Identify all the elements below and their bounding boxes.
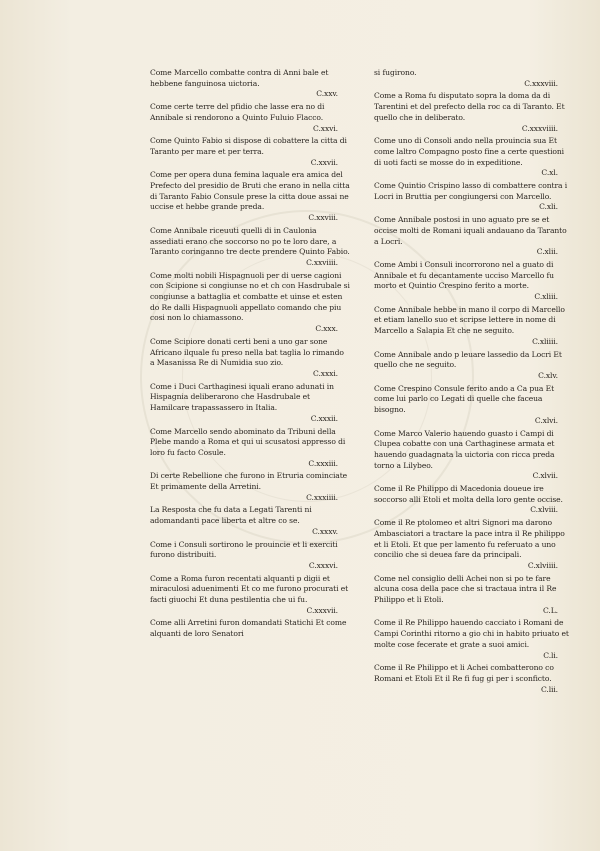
chapter-title: Come Annibale ando p leuare lassedio da Locri Et quello che ne seguito. [374,349,562,370]
chapter-number: C.xxxviii. [524,78,558,88]
chapter-number: C.xxxii. [310,413,338,423]
chapter-title: Come Quinto Fabio si dispose di cobattere la citta di Taranto per mare et per terra. [150,136,347,156]
chapter-number: C.xli. [539,202,558,212]
chapter-entry [374,91,570,134]
chapter-entry [374,350,570,382]
chapter-number: C.xxxviiii. [521,123,558,133]
chapter-number: C.xlv. [538,370,558,380]
chapter-title: Come per opera duna femina laquale era amica del Prefecto del presidio de Bruti che erano in nella citta di Taranto Fabio Consule prese la citta doue assai ne uccise et hebbe grande preda. [150,170,350,212]
chapter-title: Come Annibale postosi in uno aguato pre se et occise molti de Romani iquali andauano da Taranto a Locri. [374,215,567,246]
chapter-title: Come Annibale hebbe in mano il corpo di Marcello et etiam lanello suo et scripse lettere in nome di Marcello a Salapia Et che ne seguito. [374,304,565,336]
chapter-title: Come il Re Philippo hauendo cacciato i Romani de Campi Corinthi ritorno a gio chi in habito priuato et molte cose fecerate et grate a suoi amici. [374,618,569,649]
chapter-entry [374,518,570,572]
chapter-number: C.xxxvi. [308,560,338,570]
chapter-entry [374,574,570,617]
chapter-title: Come Marco Valerio hauendo guasto i Campi di Clupea cobatte con una Carthaginese armata et hauendo guadagnata la uictoria con ricca preda torno a Lilybeo. [374,428,555,470]
chapter-title: Come Ambi i Consuli incorrorono nel a guato di Annibale et fu decantamente ucciso Marcello fu morto et Quintio Crespino ferito a morte. [374,259,554,291]
chapter-entry [150,427,350,470]
chapter-number: C.xlii. [536,247,558,257]
chapter-entry [150,337,350,380]
chapter-title: Come Marcello sendo abominato da Tribuni della Plebe mando a Roma et qui ui scusatosi appresso di loro fu facto Cosule. [150,426,346,457]
chapter-number: C.lii. [540,684,558,694]
chapter-entry [374,618,570,661]
chapter-entry [150,68,350,100]
chapter-title: Come nel consiglio delli Achei non si po te fare alcuna cosa della pace che si tractaua intra il Re Philippo et li Etoli. [374,573,557,605]
chapter-entry [150,505,350,537]
chapter-entry [374,384,570,427]
chapter-number: C.xxxiii. [308,458,338,468]
chapter-title: La Resposta che fu data a Legati Tarenti ni adomandanti pace liberta et altre co se. [150,505,312,526]
chapter-title: Come molti nobili Hispagnuoli per di uerse cagioni con Scipione si congiunse no et ch con Hasdrubale si congiunse a battaglia et combatte et uinse et esten do Re dalli Hispagnuoli appellato comando che piu cosi non lo chiamassono. [150,270,350,323]
chapter-entry [374,215,570,258]
chapter-number: C.xlviii. [530,505,558,515]
chapter-number: C.xlvii. [532,471,558,481]
chapter-entry [150,382,350,425]
chapter-number: C.xxxvii. [306,605,338,615]
chapter-number: C.xliii. [534,292,558,302]
chapter-title: Come i Consuli sortirono le prouincie et li exerciti furono distribuiti. [150,539,338,560]
left-column [150,68,350,642]
chapter-entry [374,136,570,179]
chapter-number: C.xxxv. [312,526,338,536]
chapter-entry [150,618,350,639]
chapter-number: C.xliiii. [532,336,558,346]
chapter-entry [150,102,350,134]
right-column [374,68,570,697]
chapter-number: C.L. [542,605,558,615]
chapter-entry [374,663,570,695]
chapter-title: Come a Roma fu disputato sopra la doma da di Tarentini et del prefecto della roc ca di Taranto. Et quello che in deliberato. [374,91,565,122]
chapter-title: si fugirono. [374,68,417,77]
chapter-entry [374,68,570,89]
chapter-entry [150,226,350,269]
chapter-number: C.xxvii. [310,157,338,167]
chapter-number: C.xlvi. [534,415,558,425]
chapter-number: C.xxxi. [313,368,338,378]
chapter-number: C.xxx. [315,324,338,334]
chapter-title: Come il Re Philippo et li Achei combatterono co Romani et Etoli Et il Re fi fug gi per i sconficto. [374,663,554,683]
chapter-number: C.xxviii. [308,213,338,223]
chapter-entry [374,305,570,348]
chapter-entry [150,540,350,572]
chapter-entry [150,170,350,224]
chapter-title: Come Quintio Crispino lasso di combattere contra i Locri in Bruttia per congiungersi con Marcello. [374,181,568,201]
chapter-title: Come il Re Philippo di Macedonia doueue ire soccorso alli Etoli et molta della loro gente occise. [374,484,563,504]
chapter-title: Come uno di Consoli ando nella prouincia sua Et come laltro Compagno posto fine a certe questioni di uoti facti se mosse do in expeditione. [374,136,564,167]
chapter-entry [150,271,350,335]
chapter-entry [150,471,350,503]
chapter-entry [374,181,570,213]
chapter-number: C.xxvi. [313,123,338,133]
chapter-entry [150,574,350,617]
chapter-number: C.xlviiii. [527,560,558,570]
chapter-title: Di certe Rebellione che furono in Etruria cominciate Et primamente della Arretini. [150,471,348,492]
chapter-title: Come a Roma furon recentati alquanti p digii et miraculosi aduenimenti Et co me furono procurati et facti giuochi Et duna pestilentia che ui fu. [150,573,349,605]
chapter-entry [374,484,570,516]
chapter-title: Come Crespino Consule ferito ando a Ca pua Et come lui parlo co Legati di quelle che faceua bisogno. [374,383,555,415]
chapter-number: C.xxviiii. [306,257,338,267]
chapter-title: Come alli Arretini furon domandati Statichi Et come alquanti de loro Senatori [150,618,347,639]
chapter-number: C.li. [543,650,558,660]
chapter-title: Come i Duci Carthaginesi iquali erano adunati in Hispagnia deliberarono che Hasdrubale et Hamilcare trapassassero in Italia. [150,381,334,413]
chapter-title: Come il Re ptolomeo et altri Signori ma darono Ambasciatori a tractare la pace intra il Re philippo et li Etoli. Et que per lamento fu referuato a uno concilio che si deuea fare da principali. [374,518,565,560]
chapter-title: Come Annibale riceuuti quelli di in Caulonia assediati erano che soccorso no po te loro dare, a Taranto coringanno tre decte prendere Quinto Fabio. [150,225,350,257]
chapter-number: C.xl. [541,168,558,178]
chapter-number: C.xxxiiii. [306,492,338,502]
chapter-title: Come Marcello combatte contra di Anni bale et hebbene fanguinosa uictoria. [150,68,329,88]
chapter-entry [150,136,350,168]
chapter-entry [374,260,570,303]
chapter-title: Come certe terre del pfidio che lasse era no di Annibale si rendorono a Quinto Fuluio Flacco. [150,102,325,122]
chapter-number: C.xxv. [316,89,338,99]
chapter-title: Come Scipiore donati certi beni a uno gar sone Africano ilquale fu preso nella bat taglia lo rimando a Masanissa Re di Numidia suo zio. [150,336,344,368]
chapter-entry [374,429,570,483]
